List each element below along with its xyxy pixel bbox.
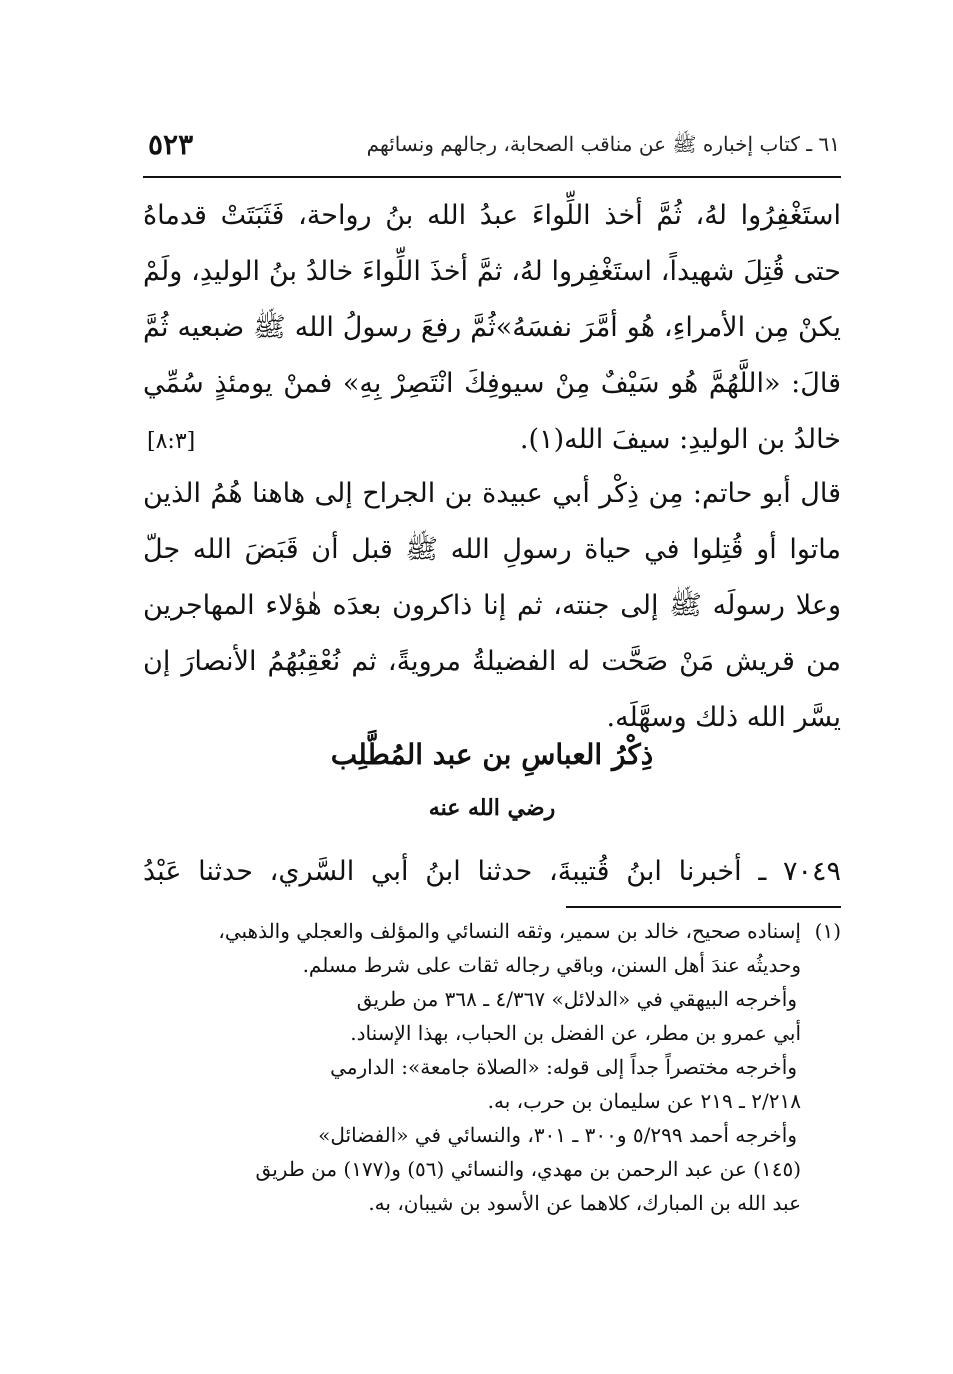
citation-reference: [٨:٣] (147, 429, 196, 454)
footnote-rule (566, 906, 841, 908)
running-head: ٦١ ـ كتاب إخباره ﷺ عن مناقب الصحابة، رجالهم ونسائهم (366, 132, 840, 156)
footnote-line: ٢/٢١٨ ـ ٢١٩ عن سليمان بن حرب، به. (487, 1089, 801, 1113)
section-subtitle: رضي الله عنه (428, 795, 556, 821)
footnote-line: وحديثُه عندَ أهل السنن، وباقي رجاله ثقات على شرط مسلم. (302, 953, 801, 977)
footnote-line: أبي عمرو بن مطر، عن الفضل بن الحباب، بهذا الإسناد. (350, 1021, 801, 1045)
footnote-line: وأخرجه أحمد ٥/٢٩٩ و٣٠٠ ـ ٣٠١، والنسائي في «الفضائل» (318, 1123, 797, 1147)
footnote-line: (١)إسناده صحيح، خالد بن سمير، وثقه النسائي والمؤلف والعجلي والذهبي، (143, 914, 841, 948)
paragraph-hadith-end (143, 188, 841, 468)
footnote-line: (١٤٥) عن عبد الرحمن بن مهدي، والنسائي (٥٦) و(١٧٧) من طريق (255, 1157, 801, 1181)
footnote-line: وأخرجه البيهقي في «الدلائل» ٤/٣٦٧ ـ ٣٦٨ من طريق (356, 987, 797, 1011)
paragraph-abu-hatim: قال أبو حاتم: مِن ذِكْر أبي عبيدة بن الجراح إلى هاهنا هُمُ الذين ماتوا أو قُتِلوا في حياة رسولِ الله ﷺ قبل أن قَبَضَ الله جلّ وعلا رسولَه ﷺ إلى جنته، ثم إنا ذاكرون بعدَه هٰؤلاء المهاجرين من قريش مَنْ صَحَّت له الفضيلةُ مرويةً، ثم نُعْقِبُهُمُ الأنصارَ إن يسَّر الله ذلك وسهَّلَه. (143, 478, 841, 733)
footnote-line: وأخرجه مختصراً جداً إلى قوله: «الصلاة جامعة»: الدارمي (330, 1055, 797, 1079)
paragraph-text: استَغْفِرُوا لهُ، ثُمَّ أخذ اللِّواءَ عبدُ الله بنُ رواحة، فَثَبَتَتْ قدماهُ حتى قُتِلَ شهيداً، استَغْفِروا لهُ، ثمَّ أخذَ اللِّواءَ خالدُ بنُ الوليدِ، ولَمْ يكنْ مِن الأمراءِ، هُو أمَّرَ نفسَهُ»ثُمَّ رفعَ رسولُ الله ﷺ ضبعيه ثُمَّ قالَ: «اللَّهُمَّ هُو سَيْفٌ مِنْ سيوفِكَ انْتَصِرْ بِهِ» فمنْ يومئذٍ سُمِّي خالدُ بن الوليدِ: سيفَ الله(١). (143, 200, 841, 455)
section-title: ذِكْرُ العباسِ بن عبد المُطَّلِب (330, 738, 654, 771)
hadith-opening-line: ٧٠٤٩ ـ أخبرنا ابنُ قُتيبةَ، حدثنا ابنُ أبي السَّري، حدثنا عَبْدُ (143, 856, 841, 887)
page-number: ٥٢٣ (148, 128, 194, 161)
footnotes (143, 914, 841, 1220)
page-header (140, 128, 840, 168)
footnote-line: عبد الله بن المبارك، كلاهما عن الأسود بن شيبان، به. (368, 1191, 801, 1215)
header-rule (143, 176, 841, 178)
footnote-marker: (١) (814, 919, 841, 943)
